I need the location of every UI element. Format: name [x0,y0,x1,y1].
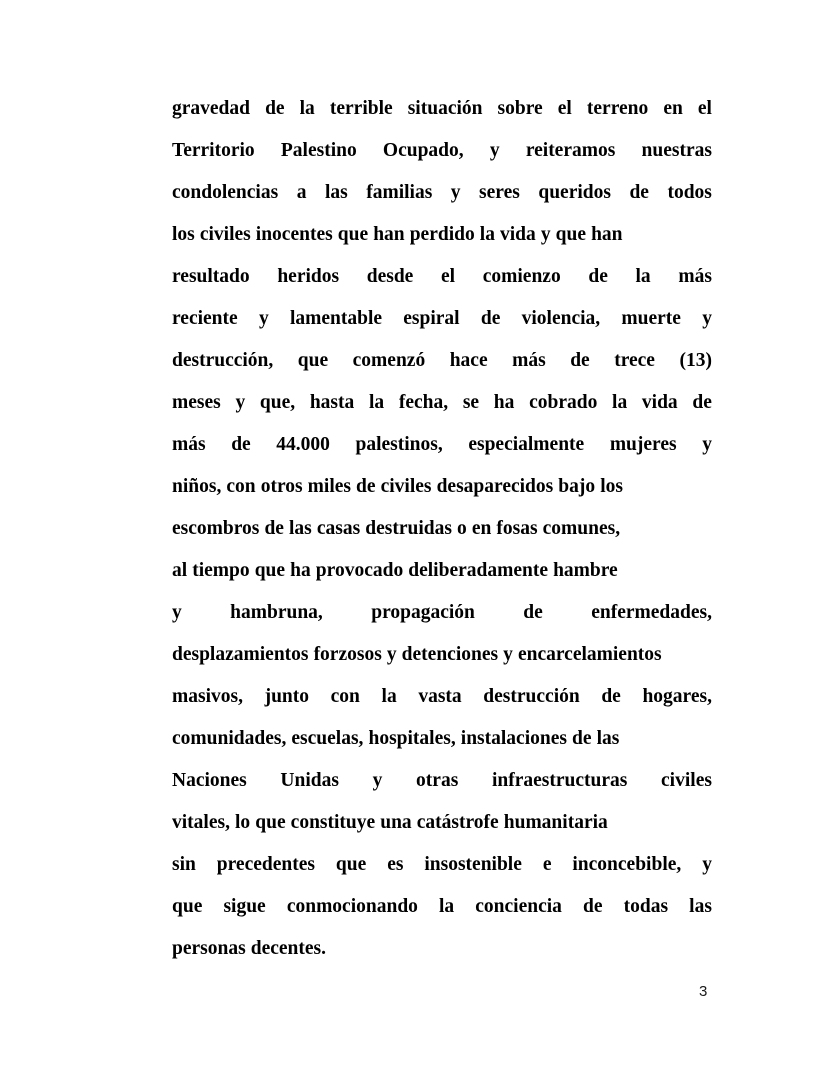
word: humanitaria [503,812,608,833]
word: personas [172,938,246,959]
word: comunes, [542,518,621,539]
word: comienzo [482,266,561,287]
word: 44.000 [276,434,330,455]
word: escuelas, [291,728,364,749]
word: la [479,224,495,245]
word: forzosos [313,644,382,665]
word: enfermedades, [591,602,712,623]
word: e [542,854,552,875]
word: Unidas [280,770,339,791]
word: muerte [621,308,681,329]
word: la [439,896,455,917]
word: y [702,854,712,875]
word: a [296,182,307,203]
word: civiles [199,224,251,245]
word: Palestino [280,140,357,161]
word: y [702,308,712,329]
word: la [635,266,651,287]
word: hace [449,350,488,371]
word: de [523,602,543,623]
word: las [289,518,312,539]
word: miles [307,476,351,497]
word: inconcebible, [572,854,682,875]
paragraph-line [172,214,712,256]
word: destruidas [365,518,452,539]
word: familias [366,182,433,203]
word: todos [667,182,712,203]
paragraph-line [172,298,712,340]
word: otros [260,476,303,497]
word: situación [407,98,483,119]
word: de [231,434,251,455]
word: lo [235,812,251,833]
word: de [629,182,649,203]
paragraph-line [172,760,712,802]
word: de [588,266,608,287]
paragraph-line [172,550,712,592]
paragraph-line [172,928,712,970]
word: reciente [172,308,238,329]
paragraph-line [172,844,712,886]
word: insostenible [424,854,522,875]
word: de [265,98,285,119]
word: la [381,686,397,707]
word: las [324,182,348,203]
word: en [471,518,492,539]
word: desde [366,266,414,287]
word: tiempo [192,560,250,581]
paragraph-line [172,382,712,424]
word: que [297,350,329,371]
word: que [335,854,367,875]
word: de [480,308,501,329]
word: de [572,728,592,749]
paragraph-line [172,886,712,928]
word: catástrofe [416,812,499,833]
word: detenciones [401,644,499,665]
word: que [172,896,203,917]
word: más [512,350,546,371]
word: la [612,392,628,413]
word: meses [172,392,221,413]
word: todas [623,896,669,917]
word: encarcelamientos [517,644,662,665]
word: junto [264,686,310,707]
word: y [489,140,500,161]
word: desaparecidos [436,476,554,497]
word: cobrado [529,392,598,413]
paragraph-line [172,592,712,634]
word: perdido [409,224,475,245]
word: seres [479,182,520,203]
word: y [503,644,513,665]
word: propagación [371,602,475,623]
word: se [462,392,480,413]
word: el [440,266,456,287]
paragraph-line [172,88,712,130]
word: niños, [172,476,222,497]
paragraph-line [172,424,712,466]
word: precedentes [216,854,315,875]
word: el [697,98,712,119]
word: hambruna, [230,602,323,623]
word: las [596,728,620,749]
word: hospitales, [368,728,456,749]
paragraph-body [172,88,712,970]
word: gravedad [172,98,250,119]
paragraph-line [172,508,712,550]
word: de [356,476,376,497]
word: y [172,602,182,623]
page-number: 3 [699,983,708,1000]
paragraph-line [172,340,712,382]
word: y [235,392,246,413]
paragraph-line [172,634,712,676]
word: más [172,434,206,455]
word: decentes. [250,938,327,959]
word: Naciones [172,770,247,791]
word: instalaciones [460,728,567,749]
word: el [557,98,572,119]
word: las [689,896,712,917]
word: Ocupado, [382,140,464,161]
word: trece [614,350,655,371]
word: otras [416,770,459,791]
word: han [591,224,623,245]
word: terreno [586,98,649,119]
word: deliberadamente [408,560,548,581]
word: los [600,476,623,497]
word: hogares, [642,686,712,707]
word: Territorio [172,140,255,161]
word: fecha, [398,392,449,413]
word: lamentable [289,308,383,329]
word: de [601,686,621,707]
word: ha [493,392,515,413]
word: vasta [418,686,462,707]
word: infraestructuras [491,770,628,791]
word: destrucción, [172,350,274,371]
word: o [457,518,467,539]
word: han [373,224,405,245]
word: la [299,98,315,119]
word: con [330,686,360,707]
paragraph-line [172,172,712,214]
word: la [368,392,385,413]
word: hambre [553,560,618,581]
word: fosas [496,518,538,539]
word: y [258,308,269,329]
word: reiteramos [525,140,616,161]
word: casas [316,518,361,539]
word: masivos, [172,686,243,707]
word: comenzó [352,350,426,371]
word: violencia, [521,308,601,329]
word: resultado [172,266,250,287]
word: terrible [329,98,393,119]
word: conmocionando [286,896,418,917]
word: de [264,518,284,539]
word: que, [259,392,296,413]
word: comunidades, [172,728,287,749]
word: de [583,896,603,917]
word: heridos [277,266,340,287]
word: de [570,350,590,371]
word: palestinos, [355,434,443,455]
word: que [255,812,286,833]
word: vida [641,392,678,413]
word: y [386,644,397,665]
word: más [678,266,712,287]
word: hasta [309,392,355,413]
word: los [172,224,195,245]
word: vida [500,224,536,245]
word: de [692,392,712,413]
word: inocentes [255,224,333,245]
word: y [372,770,383,791]
word: que [254,560,286,581]
word: sigue [223,896,266,917]
word: especialmente [468,434,585,455]
word: desplazamientos [172,644,309,665]
word: al [172,560,188,581]
word: y [450,182,461,203]
word: que [337,224,369,245]
word: constituye [290,812,376,833]
word: ha [290,560,311,581]
paragraph-line [172,256,712,298]
word: civiles [661,770,712,791]
word: mujeres [609,434,677,455]
word: una [380,812,412,833]
word: nuestras [641,140,712,161]
paragraph-line [172,802,712,844]
word: sobre [497,98,543,119]
word: condolencias [172,182,279,203]
paragraph-line [172,466,712,508]
word: vitales, [172,812,230,833]
word: provocado [315,560,404,581]
word: es [387,854,404,875]
paragraph-line [172,718,712,760]
word: civiles [380,476,432,497]
paragraph-line [172,130,712,172]
word: espiral [403,308,460,329]
word: en [663,98,683,119]
paragraph-line [172,676,712,718]
word: sin [172,854,196,875]
word: bajo [558,476,596,497]
word: queridos [538,182,611,203]
word: (13) [679,350,712,371]
word: con [226,476,256,497]
word: destrucción [483,686,580,707]
word: escombros [172,518,260,539]
word: y [702,434,712,455]
word: conciencia [475,896,562,917]
word: y [540,224,551,245]
word: que [555,224,587,245]
